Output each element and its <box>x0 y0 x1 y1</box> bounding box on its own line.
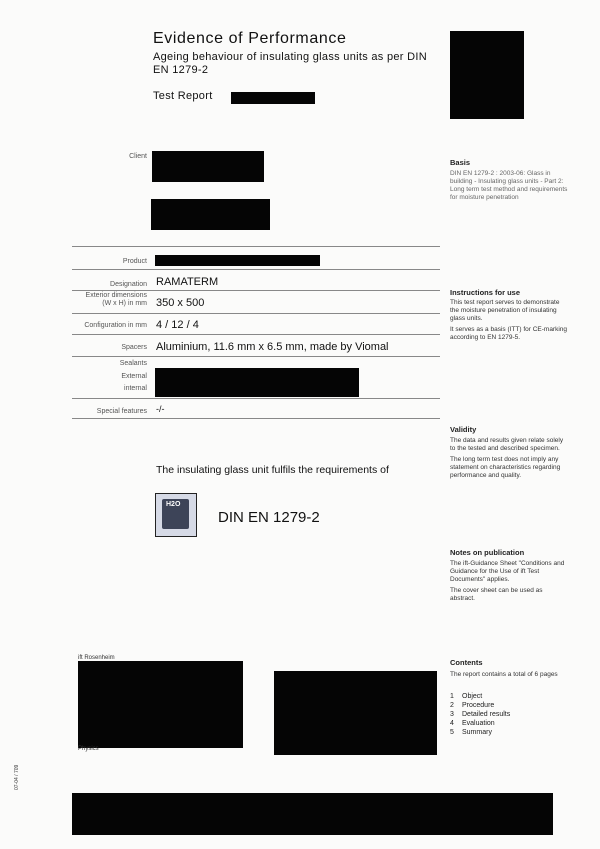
list-item <box>450 719 510 728</box>
notes-paragraph-1: The ift-Guidance Sheet "Conditions and Guidance for the Use of ift Test Documents" applies. <box>450 560 565 583</box>
physics-label: Physics <box>78 746 99 752</box>
divider <box>72 418 440 419</box>
document-title: Evidence of Performance <box>153 30 347 47</box>
contents-heading: Contents <box>450 658 483 667</box>
certification-logo <box>155 493 197 537</box>
basis-text <box>450 170 568 205</box>
redacted-signature-right <box>274 671 437 755</box>
certified-standard: DIN EN 1279-2 <box>218 509 320 526</box>
redacted-product <box>155 255 320 266</box>
designation-label: Designation <box>110 281 147 288</box>
redacted-client-name <box>152 151 264 182</box>
external-label: External <box>121 373 147 380</box>
sealants-label: Sealants <box>119 360 147 367</box>
special-features-label: Special features <box>96 408 147 415</box>
item-number: 4 <box>450 720 454 727</box>
redacted-client-address <box>151 199 270 230</box>
spacers-label: Spacers <box>121 344 147 351</box>
document-subtitle: Ageing behaviour of insulating glass units as per DIN EN 1279-2 <box>153 51 427 76</box>
list-item <box>450 728 510 737</box>
configuration-label: Configuration in mm <box>84 322 147 329</box>
notes-heading: Notes on publication <box>450 548 525 557</box>
basis-paragraph: DIN EN 1279-2 : 2003-06: Glass in building - Insulating glass units - Part 2: Long term test method and requirements for moisture penetration <box>450 170 568 201</box>
divider <box>72 398 440 399</box>
product-label: Product <box>122 258 147 265</box>
redacted-report-number <box>231 92 315 104</box>
dimensions-value: 350 x 500 <box>156 297 205 309</box>
designation-value: RAMATERM <box>156 276 219 288</box>
item-number: 1 <box>450 693 454 700</box>
instructions-paragraph-2: It serves as a basis (ITT) for CE-marking according to EN 1279-5. <box>450 326 568 341</box>
item-label: Summary <box>462 729 492 736</box>
item-number: 2 <box>450 702 454 709</box>
contents-intro <box>450 671 568 682</box>
notes-paragraph-2: The cover sheet can be used as abstract. <box>450 587 543 602</box>
divider <box>72 269 440 270</box>
item-number: 3 <box>450 711 454 718</box>
validity-heading: Validity <box>450 425 477 434</box>
item-label: Procedure <box>462 702 495 709</box>
item-number: 5 <box>450 729 454 736</box>
divider <box>72 313 440 314</box>
instructions-text <box>450 299 568 345</box>
internal-label: internal <box>124 385 147 392</box>
spacers-value: Aluminium, 11.6 mm x 6.5 mm, made by Viomal <box>156 341 389 353</box>
validity-paragraph-2: The long term test does not imply any statement on characteristics regarding performance and quality. <box>450 456 561 479</box>
org-label: ift Rosenheim <box>78 655 115 661</box>
dimensions-label <box>71 292 147 308</box>
divider <box>72 246 440 247</box>
divider <box>72 356 440 357</box>
redacted-signature-left <box>78 661 243 748</box>
basis-heading: Basis <box>450 158 471 167</box>
divider <box>72 334 440 335</box>
list-item <box>450 710 510 719</box>
validity-text <box>450 437 568 483</box>
contents-intro-text: The report contains a total of 6 pages <box>450 671 558 678</box>
redacted-footer <box>72 793 553 835</box>
logo-text: H2O <box>166 501 181 508</box>
configuration-value: 4 / 12 / 4 <box>156 319 199 331</box>
form-code: 07-04 / 709 <box>14 764 20 790</box>
notes-text <box>450 560 568 606</box>
validity-paragraph-1: The data and results given relate solely to the tested and described specimen. <box>450 437 564 452</box>
item-label: Object <box>462 693 483 700</box>
conformity-statement: The insulating glass unit fulfils the requirements of <box>156 464 389 476</box>
dimensions-label-line1: Exterior dimensions <box>85 292 147 299</box>
redacted-logo <box>450 31 524 119</box>
instructions-heading: Instructions for use <box>450 288 521 297</box>
list-item <box>450 701 510 710</box>
test-report-label: Test Report <box>153 90 213 102</box>
redacted-sealants <box>155 368 359 397</box>
list-item <box>450 692 510 701</box>
instructions-paragraph-1: This test report serves to demonstrate the moisture penetration of insulating glass units. <box>450 299 560 322</box>
item-label: Detailed results <box>462 711 511 718</box>
special-features-value: -/- <box>156 404 165 414</box>
item-label: Evaluation <box>462 720 495 727</box>
divider <box>72 290 440 291</box>
contents-list <box>450 692 510 737</box>
dimensions-label-line2: (W x H) in mm <box>102 300 147 307</box>
window-icon <box>162 499 189 529</box>
client-label: Client <box>129 153 147 160</box>
